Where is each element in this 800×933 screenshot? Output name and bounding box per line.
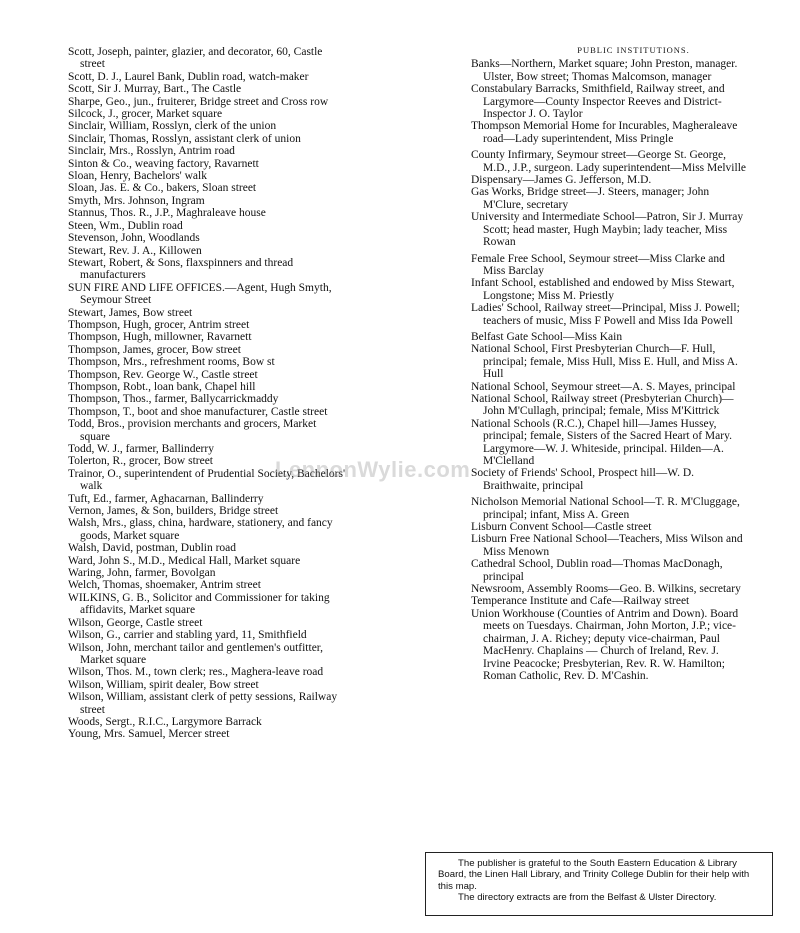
section-heading: PUBLIC INSTITUTIONS. <box>577 45 690 55</box>
institution-entry: National Schools (R.C.), Chapel hill—James Hussey, principal; female, Sisters of the Sacred Heart of Mary. Largymore—W. J. Whiteside, principal. Hilden—A. M'Clelland <box>471 417 732 467</box>
directory-entry: Tuft, Ed., farmer, Aghacarnan, Ballinderry <box>68 492 264 505</box>
institution-entry: Thompson Memorial Home for Incurables, Magheraleave road—Lady superintendent, Miss Pringle <box>471 120 738 145</box>
directory-entry: Thompson, Hugh, millowner, Ravarnett <box>68 331 252 344</box>
directory-entry: Silcock, J., grocer, Market square <box>68 108 223 121</box>
directory-entry: WILKINS, G. B., Solicitor and Commissioner for taking affidavits, Market square <box>68 591 330 617</box>
directory-entry: Wilson, William, assistant clerk of petty sessions, Railway street <box>68 691 338 716</box>
directory-entry: Thompson, Rev. George W., Castle street <box>68 368 258 381</box>
directory-entry: Wilson, G., carrier and stabling yard, 11, Smithfield <box>68 629 307 642</box>
institution-entry: Cathedral School, Dublin road—Thomas MacDonagh, principal <box>471 558 723 583</box>
institution-entry: University and Intermediate School—Patron, Sir J. Murray Scott; head master, Hugh Maybin; lady teacher, Miss Rowan <box>471 211 744 249</box>
directory-entry: Tolerton, R., grocer, Bow street <box>68 455 214 468</box>
directory-entry: Scott, Sir J. Murray, Bart., The Castle <box>68 83 242 96</box>
directory-entry: Wilson, John, merchant tailor and gentlemen's outfitter, Market square <box>68 641 324 666</box>
institution-entry: Society of Friends' School, Prospect hill—W. D. Braithwaite, principal <box>471 467 695 492</box>
directory-entry: Walsh, David, postman, Dublin road <box>68 542 237 555</box>
institution-entry: Female Free School, Seymour street—Miss Clarke and Miss Barclay <box>471 252 725 277</box>
institution-entry: Union Workhouse (Counties of Antrim and Down). Board meets on Tuesdays. Chairman, John Morton, J.P.; vice-chairman, J. A. Richey; deputy vice-chairman, Paul MacHenry. Chaplains — Church of Ireland, Rev. J. Irvine Peacocke; Presbyterian, Rev. R. W. Hamilton; Roman Catholic, Rev. D. M'Cashin. <box>471 607 739 682</box>
institution-entry: Lisburn Convent School—Castle street <box>471 521 652 534</box>
directory-entry: Thompson, Hugh, grocer, Antrim street <box>68 318 250 331</box>
directory-entry: Stevenson, John, Woodlands <box>68 232 200 245</box>
acknowledgement-box <box>425 852 773 916</box>
institution-entry: Ladies' School, Railway street—Principal, Miss J. Powell; teachers of music, Miss F Powell and Miss Ida Powell <box>471 302 740 327</box>
institution-entry: Newsroom, Assembly Rooms—Geo. B. Wilkins, secretary <box>471 583 741 596</box>
directory-entry: Wilson, William, spirit dealer, Bow street <box>68 678 259 691</box>
institution-entry: National School, Seymour street—A. S. Mayes, principal <box>471 380 736 393</box>
directory-entry: Steen, Wm., Dublin road <box>68 219 183 232</box>
institution-entry: Nicholson Memorial National School—T. R. M'Cluggage, principal; infant, Miss A. Green <box>471 496 740 521</box>
directory-entry: Welch, Thomas, shoemaker, Antrim street <box>68 579 261 592</box>
directory-entry: Young, Mrs. Samuel, Mercer street <box>68 728 230 741</box>
institution-entry: County Infirmary, Seymour street—George St. George, M.D., J.P., surgeon. Lady superintendent—Miss Melville <box>471 149 746 174</box>
directory-entry: Sloan, Jas. E. & Co., bakers, Sloan street <box>68 182 257 195</box>
directory-entry: Thompson, Robt., loan bank, Chapel hill <box>68 380 256 393</box>
directory-entry: SUN FIRE AND LIFE OFFICES.—Agent, Hugh Smyth, Seymour Street <box>68 281 332 307</box>
directory-entry: Wilson, George, Castle street <box>68 616 203 629</box>
institution-entry: Infant School, established and endowed by Miss Stewart, Longstone; Miss M. Priestly <box>471 277 735 302</box>
institution-entry: Lisburn Free National School—Teachers, Miss Wilson and Miss Menown <box>471 533 743 558</box>
institution-entry: Gas Works, Bridge street—J. Steers, manager; John M'Clure, secretary <box>471 186 710 211</box>
institution-entry: Constabulary Barracks, Smithfield, Railway street, and Largymore—County Inspector Reeves and District-Inspector J. O. Taylor <box>471 83 725 121</box>
directory-entry: Wilson, Thos. M., town clerk; res., Maghera-leave road <box>68 666 324 679</box>
directory-entry: Sharpe, Geo., jun., fruiterer, Bridge street and Cross row <box>68 95 329 108</box>
source-note-text: The directory extracts are from the Belfast & Ulster Directory. <box>458 892 717 904</box>
directory-entry: Stannus, Thos. R., J.P., Maghraleave house <box>68 207 266 220</box>
acknowledgement-text: The publisher is grateful to the South Eastern Education & Library Board, the Linen Hall Library, and Trinity College Dublin for their help with this map. <box>438 858 750 892</box>
directory-entry: Thompson, James, grocer, Bow street <box>68 343 241 356</box>
institution-entry: National School, Railway street (Presbyterian Church)—John M'Cullagh, principal; female, Miss M'Kittrick <box>471 392 734 418</box>
institution-entry: National School, First Presbyterian Church—F. Hull, principal; female, Miss Hull, Miss E. Hull, and Miss A. Hull <box>471 343 738 381</box>
institution-entry: Belfast Gate School—Miss Kain <box>471 330 623 343</box>
directory-entry: Scott, Joseph, painter, glazier, and decorator, 60, Castle street <box>68 46 323 71</box>
institution-entry: Dispensary—James G. Jefferson, M.D. <box>471 174 652 187</box>
institution-entry: Temperance Institute and Cafe—Railway street <box>471 595 690 608</box>
directory-entry: Todd, W. J., farmer, Ballinderry <box>68 443 214 455</box>
directory-entry: Scott, D. J., Laurel Bank, Dublin road, watch-maker <box>68 70 309 83</box>
directory-entry: Thompson, Mrs., refreshment rooms, Bow st <box>68 356 275 369</box>
directory-entry: Trainor, O., superintendent of Prudential Society, Bachelors' walk <box>68 467 346 493</box>
directory-entry: Thompson, Thos., farmer, Ballycarrickmaddy <box>68 393 279 406</box>
directory-entry: Todd, Bros., provision merchants and grocers, Market square <box>68 418 317 443</box>
directory-entry: Stewart, Robert, & Sons, flaxspinners and thread manufacturers <box>68 256 294 282</box>
directory-entry: Walsh, Mrs., glass, china, hardware, stationery, and fancy goods, Market square <box>68 517 333 542</box>
directory-entry: Ward, John S., M.D., Medical Hall, Market square <box>68 554 301 567</box>
directory-entry: Stewart, James, Bow street <box>68 306 193 319</box>
directory-entry: Vernon, James, & Son, builders, Bridge street <box>68 505 279 518</box>
directory-entry: Woods, Sergt., R.I.C., Largymore Barrack <box>68 715 262 728</box>
institution-entry: Banks—Northern, Market square; John Preston, manager. Ulster, Bow street; Thomas Malcomson, manager <box>471 58 738 83</box>
right-directory-column <box>471 44 746 682</box>
directory-entry: Sinclair, Thomas, Rosslyn, assistant clerk of union <box>68 132 301 145</box>
directory-entry: Sinclair, William, Rosslyn, clerk of the union <box>68 120 277 133</box>
left-directory-column <box>68 46 346 741</box>
directory-entry: Sinclair, Mrs., Rosslyn, Antrim road <box>68 145 235 158</box>
directory-entry: Thompson, T., boot and shoe manufacturer, Castle street <box>68 405 328 418</box>
directory-entry: Smyth, Mrs. Johnson, Ingram <box>68 194 205 207</box>
watermark: LennonWylie.com <box>275 457 471 482</box>
directory-entry: Sloan, Henry, Bachelors' walk <box>68 170 207 183</box>
directory-entry: Sinton & Co., weaving factory, Ravarnett <box>68 157 259 170</box>
directory-entry: Waring, John, farmer, Bovolgan <box>68 567 216 580</box>
directory-entry: Stewart, Rev. J. A., Killowen <box>68 244 202 257</box>
